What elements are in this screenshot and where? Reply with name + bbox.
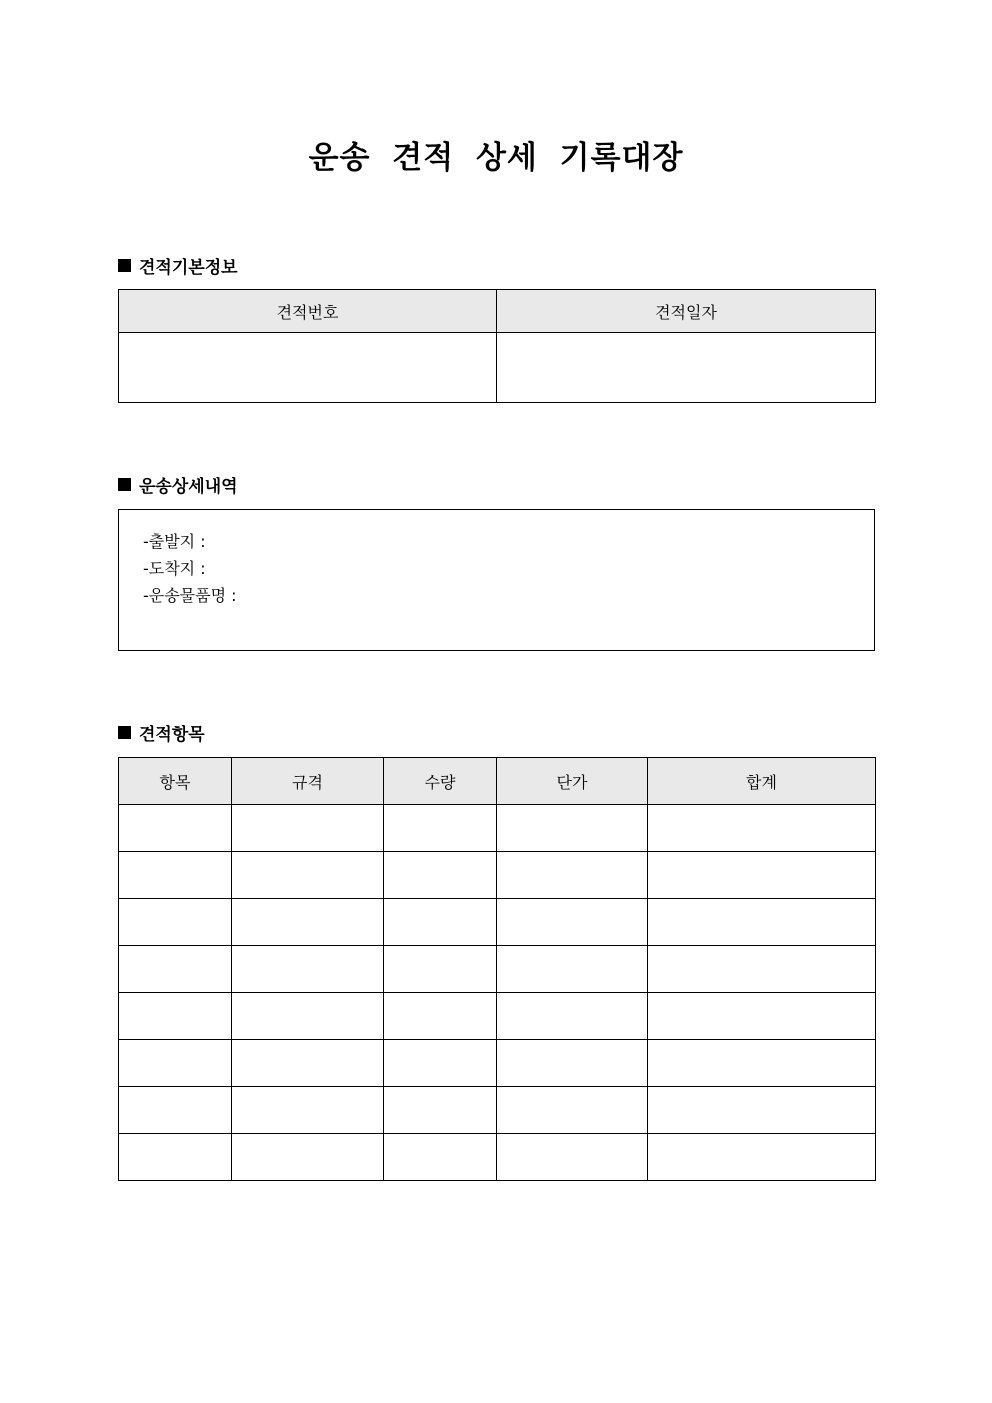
unit-price-cell[interactable] [497, 1040, 648, 1087]
quote-number-cell[interactable] [119, 333, 497, 403]
unit-price-cell[interactable] [497, 1087, 648, 1134]
table-row [119, 1134, 876, 1181]
item-cell[interactable] [119, 946, 232, 993]
cargo-name-line: -운송물품명 : [143, 586, 237, 605]
total-cell[interactable] [648, 1134, 876, 1181]
square-bullet-icon [118, 478, 131, 491]
total-cell[interactable] [648, 899, 876, 946]
spec-cell[interactable] [232, 993, 384, 1040]
unit-price-cell[interactable] [497, 946, 648, 993]
table-row [119, 899, 876, 946]
column-header-total: 합계 [648, 758, 876, 805]
item-cell[interactable] [119, 852, 232, 899]
unit-price-cell[interactable] [497, 805, 648, 852]
total-cell[interactable] [648, 1087, 876, 1134]
spec-cell[interactable] [232, 805, 384, 852]
column-header-item: 항목 [119, 758, 232, 805]
spec-cell[interactable] [232, 1087, 384, 1134]
total-cell[interactable] [648, 805, 876, 852]
quote-items-table [118, 757, 876, 1181]
quantity-cell[interactable] [384, 1087, 497, 1134]
column-header-quote-number: 견적번호 [119, 290, 497, 333]
item-cell[interactable] [119, 1087, 232, 1134]
item-cell[interactable] [119, 1134, 232, 1181]
quantity-cell[interactable] [384, 1134, 497, 1181]
column-header-quantity: 수량 [384, 758, 497, 805]
spec-cell[interactable] [232, 1040, 384, 1087]
table-row [119, 852, 876, 899]
quantity-cell[interactable] [384, 993, 497, 1040]
section-title: 운송상세내역 [139, 477, 238, 497]
total-cell[interactable] [648, 852, 876, 899]
quote-date-cell[interactable] [497, 333, 876, 403]
table-header-row [119, 758, 876, 805]
table-row [119, 805, 876, 852]
square-bullet-icon [118, 259, 131, 272]
section-heading-quote-items [118, 720, 205, 745]
quantity-cell[interactable] [384, 805, 497, 852]
quantity-cell[interactable] [384, 1040, 497, 1087]
unit-price-cell[interactable] [497, 993, 648, 1040]
table-row [119, 333, 876, 403]
spec-cell[interactable] [232, 852, 384, 899]
square-bullet-icon [118, 726, 131, 739]
document-title: 운송 견적 상세 기록대장 [308, 140, 684, 176]
spec-cell[interactable] [232, 1134, 384, 1181]
quantity-cell[interactable] [384, 852, 497, 899]
table-row [119, 1040, 876, 1087]
table-row [119, 1087, 876, 1134]
departure-line: -출발지 : [143, 532, 206, 551]
section-heading-basic-info [118, 253, 238, 278]
spec-cell[interactable] [232, 946, 384, 993]
transport-detail-box[interactable] [118, 509, 875, 651]
table-row [119, 946, 876, 993]
total-cell[interactable] [648, 1040, 876, 1087]
unit-price-cell[interactable] [497, 1134, 648, 1181]
item-cell[interactable] [119, 993, 232, 1040]
destination-line: -도착지 : [143, 559, 206, 578]
total-cell[interactable] [648, 993, 876, 1040]
unit-price-cell[interactable] [497, 899, 648, 946]
section-title: 견적기본정보 [139, 258, 238, 278]
quantity-cell[interactable] [384, 899, 497, 946]
quote-items-body [119, 805, 876, 1181]
table-row [119, 993, 876, 1040]
basic-info-table [118, 289, 876, 403]
column-header-spec: 규격 [232, 758, 384, 805]
item-cell[interactable] [119, 1040, 232, 1087]
transport-detail-lines [143, 528, 237, 609]
total-cell[interactable] [648, 946, 876, 993]
column-header-unit-price: 단가 [497, 758, 648, 805]
quantity-cell[interactable] [384, 946, 497, 993]
section-title: 견적항목 [139, 725, 205, 745]
spec-cell[interactable] [232, 899, 384, 946]
section-heading-transport-detail [118, 472, 238, 497]
column-header-quote-date: 견적일자 [497, 290, 876, 333]
unit-price-cell[interactable] [497, 852, 648, 899]
item-cell[interactable] [119, 899, 232, 946]
table-header-row [119, 290, 876, 333]
item-cell[interactable] [119, 805, 232, 852]
